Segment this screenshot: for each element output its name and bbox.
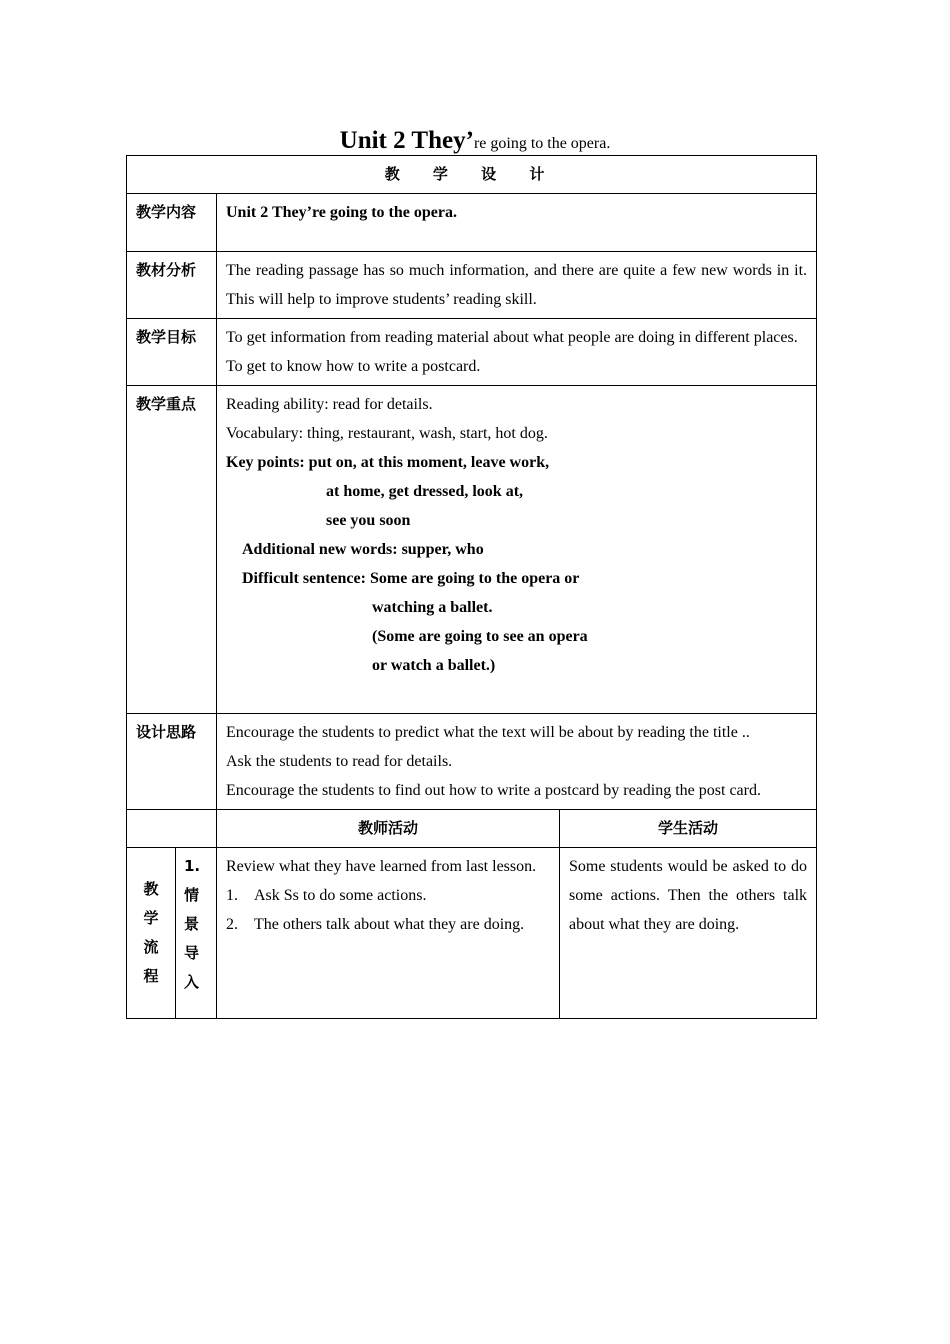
focus-line: Reading ability: read for details. (226, 396, 433, 413)
page-title-rest: re going to the opera. (473, 135, 611, 152)
activity-header-blank (127, 810, 217, 848)
process-row (127, 848, 817, 1019)
row-analysis (127, 252, 817, 319)
teacher-step: 1. Ask Ss to do some actions. (226, 887, 427, 904)
focus-line: see you soon (326, 512, 411, 529)
focus-line: Vocabulary: thing, restaurant, wash, start, hot dog. (226, 425, 548, 442)
row-value-goals (217, 319, 817, 386)
row-goals (127, 319, 817, 386)
row-label-analysis: 教材分析 (127, 252, 217, 319)
row-label-content: 教学内容 (127, 194, 217, 252)
row-focus (127, 386, 817, 714)
focus-line: (Some are going to see an opera (372, 628, 588, 645)
row-value-analysis: The reading passage has so much information, and there are quite a few new words in it. This will help to improve students’ reading skill. (217, 252, 817, 319)
stage-label: 1. 情 景 导 入 (176, 848, 217, 1019)
student-activity-cell: Some students would be asked to do some actions. Then the others talk about what they are doing. (560, 848, 817, 1019)
design-line: Encourage the students to find out how to write a postcard by reading the post card. (226, 782, 761, 799)
focus-line: Additional new words: supper, who (242, 541, 484, 558)
teacher-intro: Review what they have learned from last lesson. (226, 858, 537, 875)
process-label: 教 学 流 程 (127, 848, 176, 1019)
teacher-activity-header: 教师活动 (217, 810, 560, 848)
table-header-row (127, 156, 817, 194)
row-value-focus (217, 386, 817, 714)
design-line: Ask the students to read for details. (226, 753, 453, 770)
table-header: 教 学 设 计 (127, 156, 817, 194)
focus-line: watching a ballet. (372, 599, 493, 616)
goal-line: To get to know how to write a postcard. (226, 358, 481, 375)
row-label-focus: 教学重点 (127, 386, 217, 714)
goal-line: To get information from reading material about what people are doing in different places. (226, 329, 798, 346)
student-activity-header: 学生活动 (560, 810, 817, 848)
teacher-step: 2. The others talk about what they are doing. (226, 916, 525, 933)
row-content (127, 194, 817, 252)
focus-line: Key points: put on, at this moment, leave work, (226, 454, 550, 471)
row-design (127, 714, 817, 810)
design-line: Encourage the students to predict what the text will be about by reading the title .. (226, 724, 750, 741)
teacher-activity-cell (217, 848, 560, 1019)
activity-header-row (127, 810, 817, 848)
page-title-main: Unit 2 They’ (339, 127, 474, 154)
lesson-plan-table (126, 155, 817, 1019)
focus-line: or watch a ballet.) (372, 657, 496, 674)
focus-line: at home, get dressed, look at, (326, 483, 524, 500)
focus-line: Difficult sentence: Some are going to the opera or (242, 570, 580, 587)
row-label-design: 设计思路 (127, 714, 217, 810)
row-value-content: Unit 2 They’re going to the opera. (217, 194, 817, 252)
row-value-design (217, 714, 817, 810)
row-label-goals: 教学目标 (127, 319, 217, 386)
